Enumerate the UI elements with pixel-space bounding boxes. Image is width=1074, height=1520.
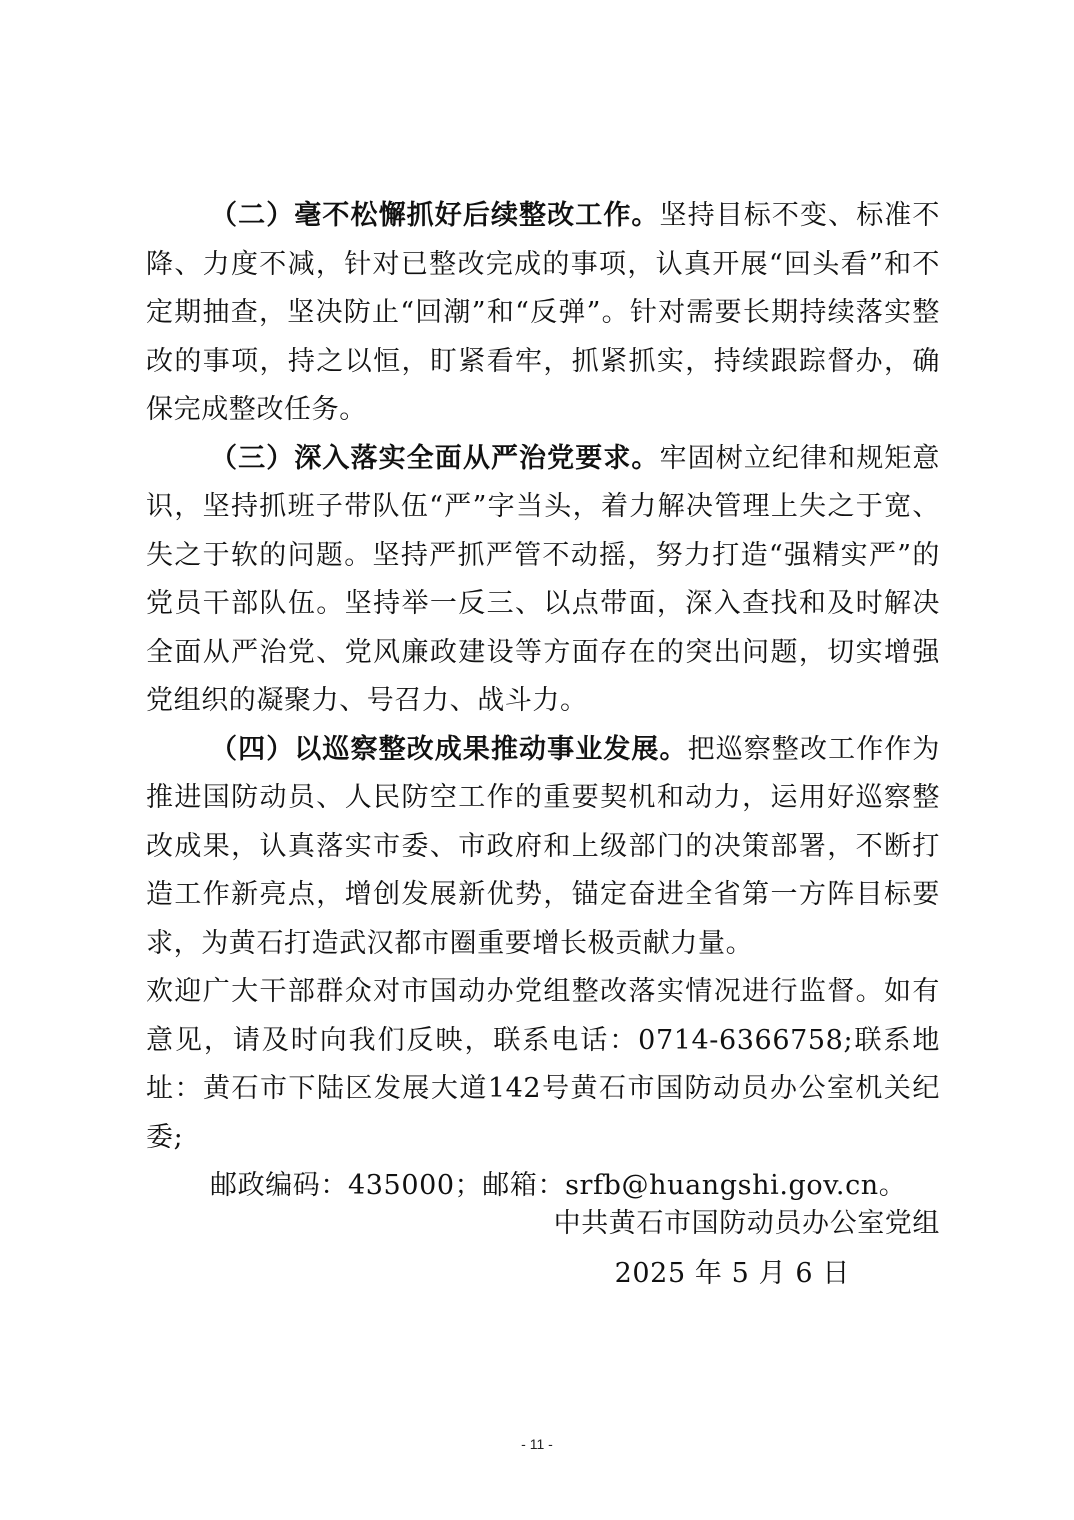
postal-line: 邮政编码：435000；邮箱：srfb@huangshi.gov.cn。 [210, 1170, 907, 1201]
section-paragraph-2 [146, 192, 940, 435]
section-paragraph-4 [146, 726, 940, 969]
section-heading: （四）以巡察整改成果推动事业发展。 [210, 733, 688, 765]
section-text: 坚持目标不变、标准不降、力度不减，针对已整改完成的事项，认真开展“回头看”和不定期抽查，坚决防止“回潮”和“反弹”。针对需要长期持续落实整改的事项，持之以恒，盯紧看牢，抓紧抓实，持续跟踪督办，确保完成整改任务。 [146, 200, 940, 425]
document-body [146, 192, 940, 1211]
supervision-paragraph: 欢迎广大干部群众对市国动办党组整改落实情况进行监督。如有意见，请及时向我们反映，联系电话：0714-6366758;联系地址：黄石市下陆区发展大道142号黄石市国防动员办公室机关纪委; [146, 976, 940, 1153]
page-number: - 11 - [521, 1436, 553, 1452]
section-text: 把巡察整改工作作为推进国防动员、人民防空工作的重要契机和动力，运用好巡察整改成果，认真落实市委、市政府和上级部门的决策部署，不断打造工作新亮点，增创发展新优势，锚定奋进全省第一方阵目标要求，为黄石打造武汉都市圈重要增长极贡献力量。 [146, 733, 940, 959]
signature-org: 中共黄石市国防动员办公室党组 [553, 1208, 940, 1239]
section-text: 牢固树立纪律和规矩意识，坚持抓班子带队伍“严”字当头，着力解决管理上失之于宽、失之于软的问题。坚持严抓严管不动摇，努力打造“强精实严”的党员干部队伍。坚持举一反三、以点带面，深入查找和及时解决全面从严治党、党风廉政建设等方面存在的突出问题，切实增强党组织的凝聚力、号召力、战斗力。 [146, 442, 940, 716]
signature-date: 2025 年 5 月 6 日 [614, 1258, 850, 1289]
section-heading: （三）深入落实全面从严治党要求。 [210, 442, 660, 474]
section-heading: （二）毫不松懈抓好后续整改工作。 [210, 200, 660, 231]
section-paragraph-3 [146, 435, 940, 726]
